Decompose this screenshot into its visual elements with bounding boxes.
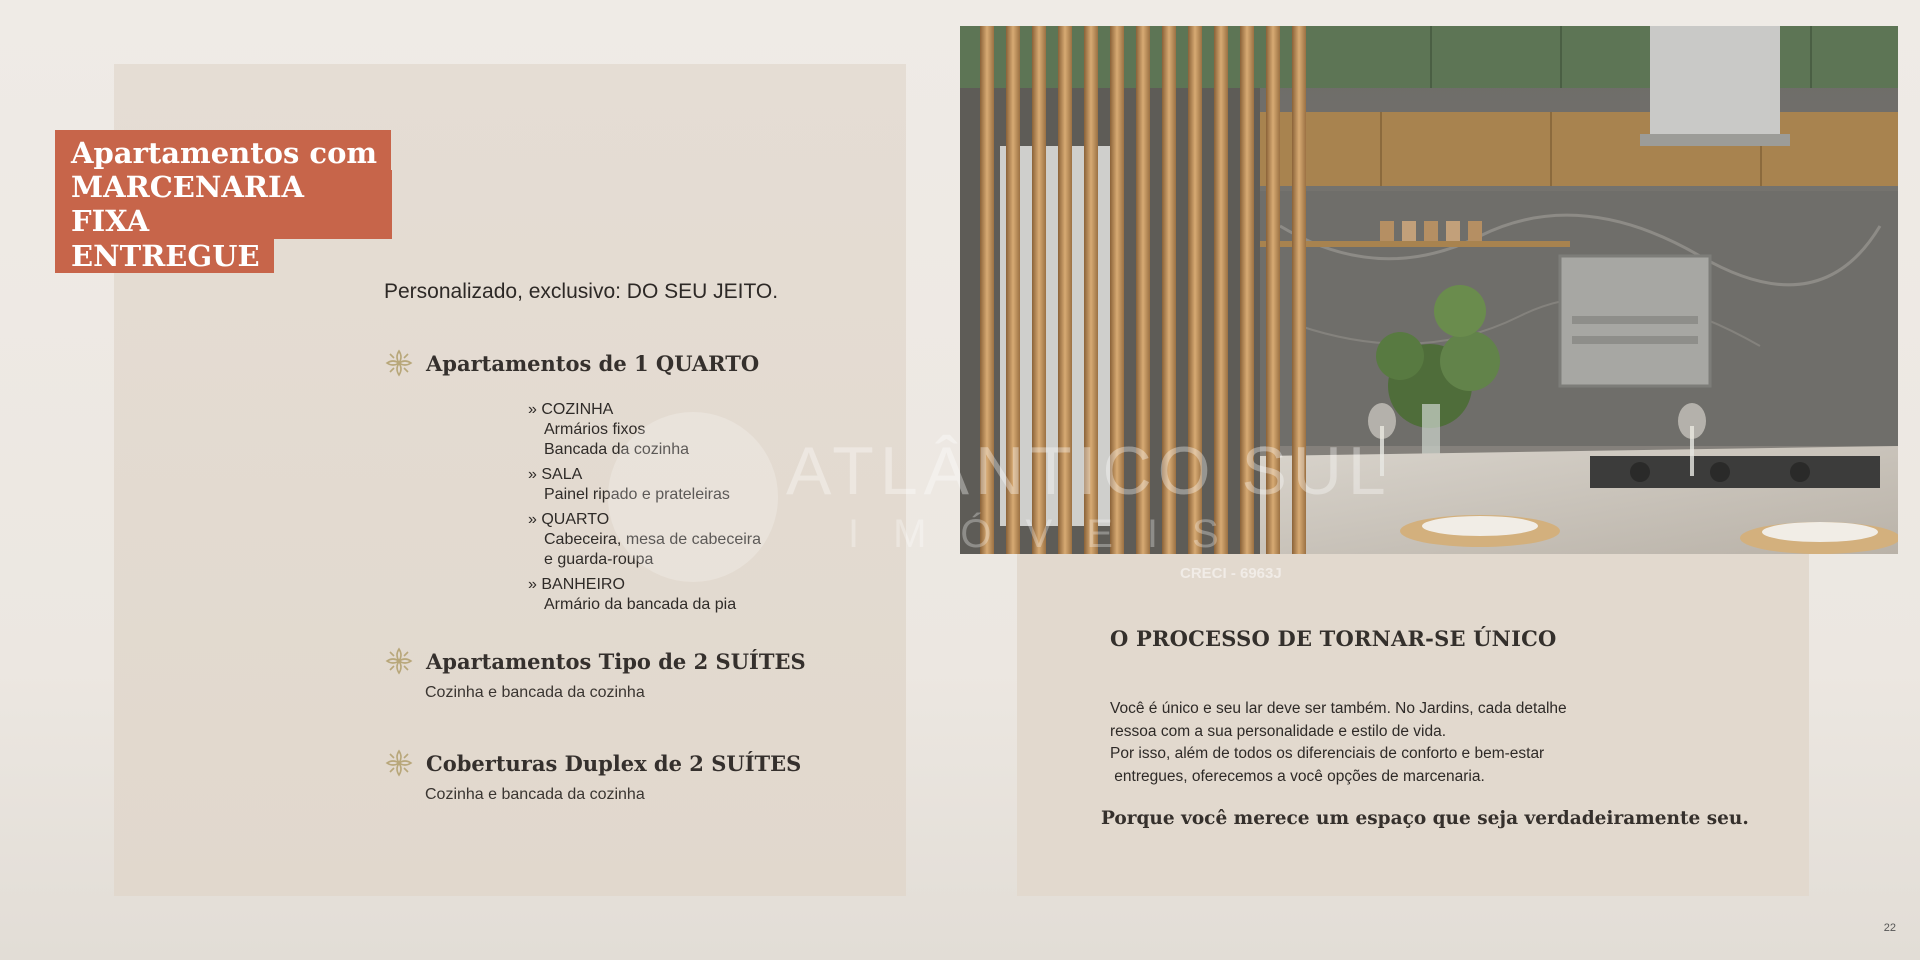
section-subtitle: Cozinha e bancada da cozinha — [425, 786, 645, 803]
room-detail: Cabeceira, mesa de cabeceira — [544, 531, 762, 548]
room-detail: Armário da bancada da pia — [544, 596, 737, 613]
room-name: » COZINHA — [528, 401, 614, 418]
ornament-icon — [384, 348, 414, 378]
watermark-brand: ATLÂNTICO SUL — [786, 433, 1392, 509]
intro-text: Personalizado, exclusivo: DO SEU JEITO. — [384, 280, 779, 303]
watermark-subtitle: IMÓVEIS — [848, 512, 1253, 556]
kitchen-illustration — [960, 26, 1898, 554]
room-item-cozinha — [528, 400, 761, 460]
room-name: » QUARTO — [528, 511, 610, 528]
room-item-banheiro — [528, 575, 761, 615]
process-line: ressoa com a sua personalidade e estilo de vida. — [1110, 722, 1447, 740]
page-title — [55, 130, 392, 273]
kitchen-photo — [960, 26, 1898, 554]
page-number: 22 — [1883, 922, 1896, 934]
room-item-sala — [528, 465, 761, 505]
section-title: Apartamentos de 1 QUARTO — [426, 350, 760, 376]
section-subtitle: Cozinha e bancada da cozinha — [425, 684, 645, 701]
process-quote: Porque você merece um espaço que seja verdadeiramente seu. — [1101, 808, 1749, 829]
process-line: Por isso, além de todos os diferenciais de conforto e bem-estar — [1110, 745, 1545, 762]
room-list — [528, 400, 761, 620]
process-title: O PROCESSO DE TORNAR-SE ÚNICO — [1110, 626, 1557, 651]
section-2-suites — [384, 646, 806, 702]
room-name: » SALA — [528, 466, 583, 483]
watermark-creci: CRECI - 6963J — [1180, 565, 1282, 582]
room-name: » BANHEIRO — [528, 576, 625, 593]
section-1-quarto — [384, 348, 759, 378]
ornament-icon — [384, 748, 414, 778]
title-line-3: ENTREGUE — [55, 239, 274, 273]
title-line-2: MARCENARIA FIXA — [55, 170, 392, 239]
process-line: Você é único e seu lar deve ser também. No Jardins, cada detalhe — [1110, 700, 1567, 717]
room-detail: Armários fixos — [544, 421, 646, 438]
process-body — [1110, 698, 1630, 788]
ornament-icon — [384, 646, 414, 676]
room-item-quarto — [528, 510, 761, 570]
section-title: Coberturas Duplex de 2 SUÍTES — [426, 750, 802, 776]
section-title: Apartamentos Tipo de 2 SUÍTES — [426, 648, 806, 674]
section-3-coberturas — [384, 748, 801, 804]
title-line-1: Apartamentos com — [55, 130, 391, 170]
process-line: entregues, oferecemos a você opções de marcenaria. — [1110, 767, 1485, 785]
room-detail: Painel ripado e prateleiras — [544, 486, 730, 503]
room-detail: e guarda-roupa — [544, 551, 654, 568]
room-detail: Bancada da cozinha — [544, 441, 689, 458]
